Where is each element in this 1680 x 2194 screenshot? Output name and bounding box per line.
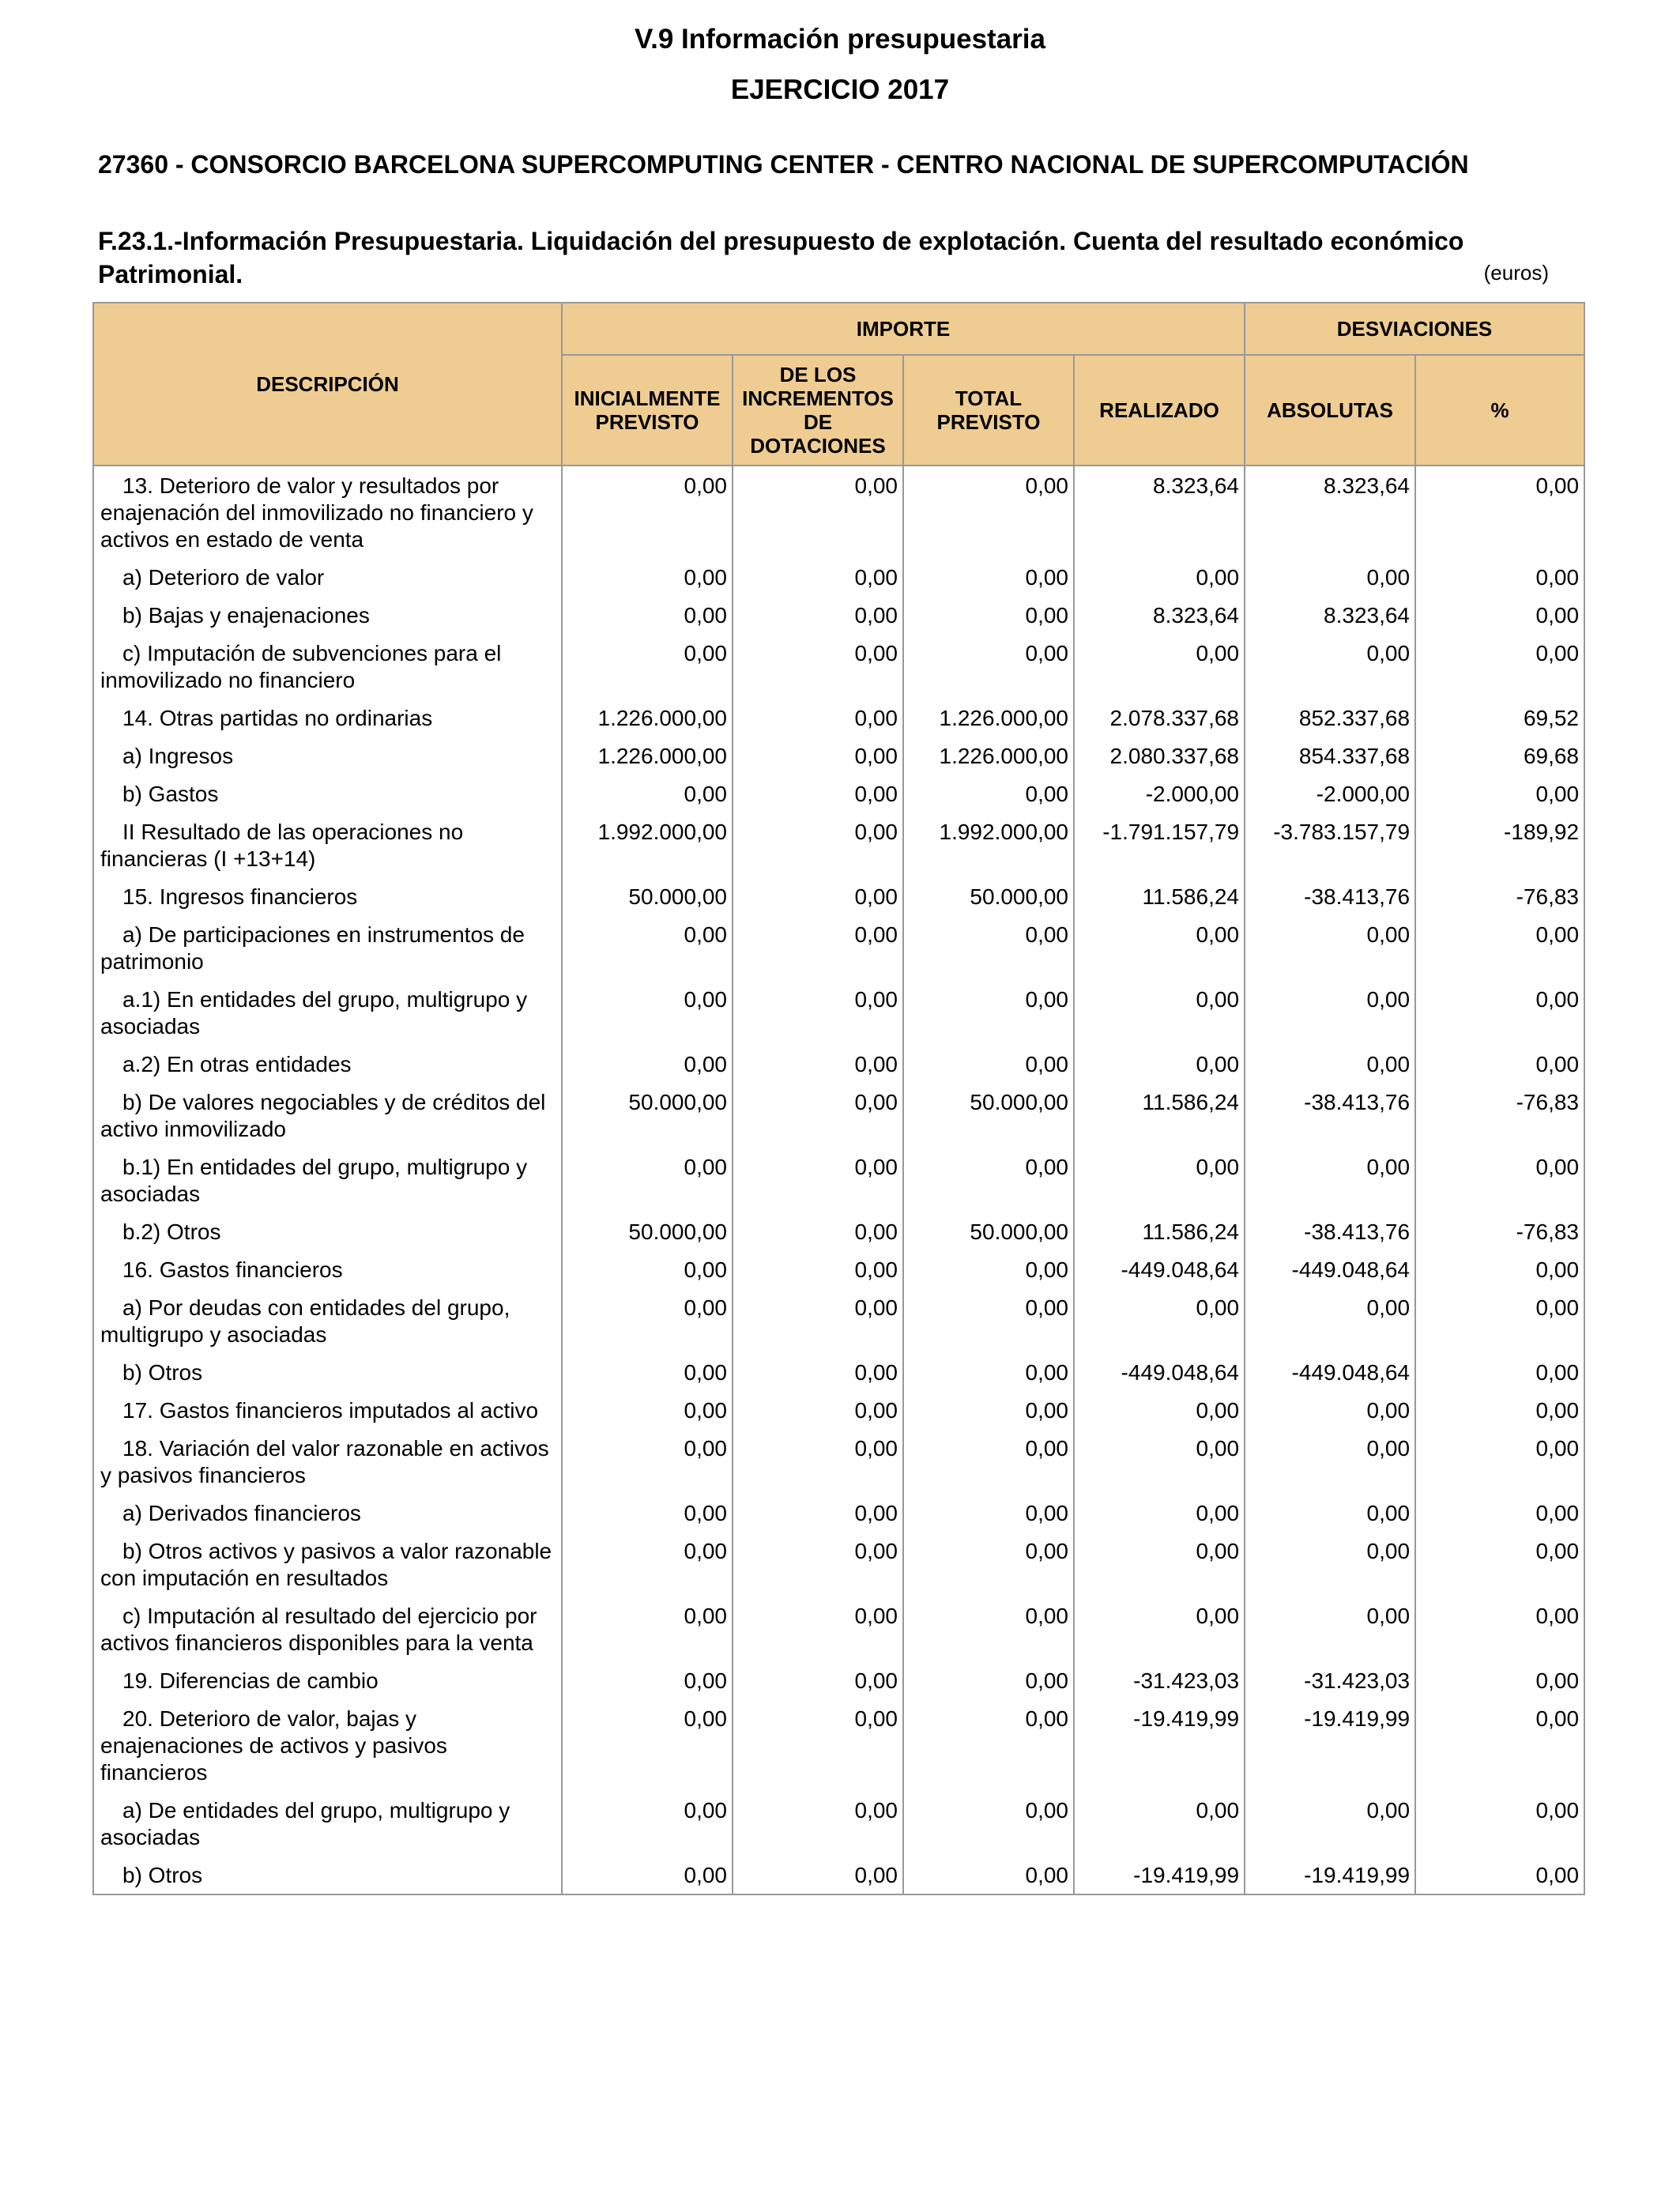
cell-realizado: 0,00 (1074, 1391, 1245, 1429)
cell-inicialmente-previsto: 0,00 (562, 1391, 733, 1429)
cell-realizado: -449.048,64 (1074, 1250, 1245, 1288)
cell-percent: 0,00 (1415, 596, 1584, 634)
row-description: II Resultado de las operaciones no financieras (I +13+14) (93, 812, 562, 877)
cell-percent: 0,00 (1415, 1250, 1584, 1288)
header-importe: IMPORTE (562, 303, 1245, 355)
cell-incrementos-dotaciones: 0,00 (733, 1212, 903, 1250)
table-row (93, 1148, 1584, 1212)
cell-absolutas: 0,00 (1245, 1791, 1415, 1856)
cell-inicialmente-previsto: 1.992.000,00 (562, 812, 733, 877)
cell-inicialmente-previsto: 0,00 (562, 775, 733, 812)
cell-inicialmente-previsto: 0,00 (562, 1596, 733, 1661)
table-row (93, 877, 1584, 915)
cell-realizado: -449.048,64 (1074, 1353, 1245, 1391)
cell-total-previsto: 0,00 (903, 1429, 1074, 1494)
cell-realizado: 11.586,24 (1074, 877, 1245, 915)
cell-absolutas: -449.048,64 (1245, 1353, 1415, 1391)
cell-absolutas: -449.048,64 (1245, 1250, 1415, 1288)
cell-inicialmente-previsto: 50.000,00 (562, 877, 733, 915)
cell-realizado: 0,00 (1074, 1429, 1245, 1494)
cell-percent: 69,68 (1415, 737, 1584, 775)
cell-total-previsto: 1.226.000,00 (903, 699, 1074, 737)
header-incrementos-dotaciones: DE LOS INCREMENTOS DE DOTACIONES (733, 355, 903, 466)
row-description: b) Otros (93, 1856, 562, 1894)
cell-total-previsto: 0,00 (903, 1045, 1074, 1083)
cell-incrementos-dotaciones: 0,00 (733, 1596, 903, 1661)
cell-realizado: 0,00 (1074, 1148, 1245, 1212)
cell-total-previsto: 0,00 (903, 1391, 1074, 1429)
cell-realizado: 0,00 (1074, 1532, 1245, 1596)
cell-percent: 0,00 (1415, 915, 1584, 980)
row-description: b) Otros (93, 1353, 562, 1391)
cell-absolutas: -38.413,76 (1245, 1212, 1415, 1250)
cell-percent: 69,52 (1415, 699, 1584, 737)
cell-percent: 0,00 (1415, 1045, 1584, 1083)
cell-realizado: 11.586,24 (1074, 1083, 1245, 1148)
cell-incrementos-dotaciones: 0,00 (733, 1288, 903, 1353)
cell-realizado: 0,00 (1074, 915, 1245, 980)
cell-total-previsto: 0,00 (903, 1353, 1074, 1391)
cell-incrementos-dotaciones: 0,00 (733, 596, 903, 634)
cell-percent: 0,00 (1415, 1429, 1584, 1494)
cell-total-previsto: 0,00 (903, 1661, 1074, 1699)
cell-total-previsto: 0,00 (903, 775, 1074, 812)
cell-inicialmente-previsto: 0,00 (562, 1250, 733, 1288)
cell-incrementos-dotaciones: 0,00 (733, 1699, 903, 1791)
cell-absolutas: -19.419,99 (1245, 1699, 1415, 1791)
row-description: c) Imputación de subvenciones para el inmovilizado no financiero (93, 634, 562, 699)
table-row (93, 1353, 1584, 1391)
table-row (93, 466, 1584, 558)
row-description: a.1) En entidades del grupo, multigrupo y asociadas (93, 980, 562, 1045)
cell-incrementos-dotaciones: 0,00 (733, 1791, 903, 1856)
cell-total-previsto: 0,00 (903, 915, 1074, 980)
cell-percent: 0,00 (1415, 1596, 1584, 1661)
cell-percent: -76,83 (1415, 877, 1584, 915)
cell-percent: -76,83 (1415, 1212, 1584, 1250)
table-row (93, 1532, 1584, 1596)
cell-absolutas: 0,00 (1245, 1596, 1415, 1661)
cell-realizado: -2.000,00 (1074, 775, 1245, 812)
cell-inicialmente-previsto: 50.000,00 (562, 1212, 733, 1250)
header-absolutas: ABSOLUTAS (1245, 355, 1415, 466)
cell-inicialmente-previsto: 0,00 (562, 1661, 733, 1699)
cell-inicialmente-previsto: 0,00 (562, 634, 733, 699)
cell-percent: 0,00 (1415, 558, 1584, 596)
cell-percent: 0,00 (1415, 1856, 1584, 1894)
cell-total-previsto: 0,00 (903, 1288, 1074, 1353)
cell-percent: 0,00 (1415, 1661, 1584, 1699)
cell-incrementos-dotaciones: 0,00 (733, 1494, 903, 1532)
header-descripcion: DESCRIPCIÓN (93, 303, 562, 466)
table-row (93, 1699, 1584, 1791)
cell-total-previsto: 0,00 (903, 634, 1074, 699)
table-row (93, 634, 1584, 699)
cell-absolutas: -38.413,76 (1245, 877, 1415, 915)
cell-total-previsto: 0,00 (903, 1596, 1074, 1661)
cell-percent: -76,83 (1415, 1083, 1584, 1148)
cell-realizado: 2.078.337,68 (1074, 699, 1245, 737)
cell-realizado: 0,00 (1074, 558, 1245, 596)
table-row (93, 1212, 1584, 1250)
table-row (93, 1083, 1584, 1148)
row-description: 13. Deterioro de valor y resultados por enajenación del inmovilizado no financiero y activos en estado de venta (93, 466, 562, 558)
cell-total-previsto: 50.000,00 (903, 877, 1074, 915)
row-description: b) Bajas y enajenaciones (93, 596, 562, 634)
cell-inicialmente-previsto: 0,00 (562, 1791, 733, 1856)
cell-inicialmente-previsto: 0,00 (562, 1494, 733, 1532)
cell-percent: -189,92 (1415, 812, 1584, 877)
cell-realizado: 0,00 (1074, 980, 1245, 1045)
cell-absolutas: 8.323,64 (1245, 596, 1415, 634)
cell-realizado: 8.323,64 (1074, 596, 1245, 634)
row-description: 20. Deterioro de valor, bajas y enajenaciones de activos y pasivos financieros (93, 1699, 562, 1791)
header-percent: % (1415, 355, 1584, 466)
cell-absolutas: -2.000,00 (1245, 775, 1415, 812)
cell-incrementos-dotaciones: 0,00 (733, 1429, 903, 1494)
report-title: F.23.1.-Información Presupuestaria. Liquidación del presupuesto de explotación. Cuenta del resultado económico Patrimonial. (98, 227, 1464, 288)
cell-inicialmente-previsto: 0,00 (562, 1699, 733, 1791)
cell-absolutas: 0,00 (1245, 1288, 1415, 1353)
cell-incrementos-dotaciones: 0,00 (733, 737, 903, 775)
header-inicialmente-previsto: INICIALMENTE PREVISTO (562, 355, 733, 466)
row-description: a) De participaciones en instrumentos de patrimonio (93, 915, 562, 980)
cell-realizado: -31.423,03 (1074, 1661, 1245, 1699)
cell-absolutas: 0,00 (1245, 1391, 1415, 1429)
cell-percent: 0,00 (1415, 1699, 1584, 1791)
cell-incrementos-dotaciones: 0,00 (733, 699, 903, 737)
cell-absolutas: 0,00 (1245, 1148, 1415, 1212)
cell-absolutas: -19.419,99 (1245, 1856, 1415, 1894)
cell-absolutas: -31.423,03 (1245, 1661, 1415, 1699)
cell-inicialmente-previsto: 0,00 (562, 1045, 733, 1083)
cell-realizado: -1.791.157,79 (1074, 812, 1245, 877)
cell-incrementos-dotaciones: 0,00 (733, 980, 903, 1045)
row-description: c) Imputación al resultado del ejercicio por activos financieros disponibles para la venta (93, 1596, 562, 1661)
row-description: a.2) En otras entidades (93, 1045, 562, 1083)
table-body (93, 466, 1584, 1894)
cell-incrementos-dotaciones: 0,00 (733, 1045, 903, 1083)
row-description: 15. Ingresos financieros (93, 877, 562, 915)
cell-inicialmente-previsto: 0,00 (562, 1856, 733, 1894)
units-label: (euros) (1483, 261, 1549, 285)
cell-inicialmente-previsto: 0,00 (562, 1532, 733, 1596)
cell-absolutas: -38.413,76 (1245, 1083, 1415, 1148)
table-row (93, 699, 1584, 737)
row-description: a) Ingresos (93, 737, 562, 775)
cell-incrementos-dotaciones: 0,00 (733, 1250, 903, 1288)
cell-incrementos-dotaciones: 0,00 (733, 812, 903, 877)
cell-total-previsto: 0,00 (903, 1791, 1074, 1856)
cell-total-previsto: 0,00 (903, 1532, 1074, 1596)
cell-incrementos-dotaciones: 0,00 (733, 558, 903, 596)
table-row (93, 1596, 1584, 1661)
row-description: a) Derivados financieros (93, 1494, 562, 1532)
cell-total-previsto: 0,00 (903, 1148, 1074, 1212)
table-row (93, 1661, 1584, 1699)
row-description: b.1) En entidades del grupo, multigrupo y asociadas (93, 1148, 562, 1212)
row-description: a) De entidades del grupo, multigrupo y asociadas (93, 1791, 562, 1856)
cell-inicialmente-previsto: 0,00 (562, 915, 733, 980)
row-description: b) Otros activos y pasivos a valor razonable con imputación en resultados (93, 1532, 562, 1596)
table-row (93, 558, 1584, 596)
cell-percent: 0,00 (1415, 466, 1584, 558)
cell-percent: 0,00 (1415, 1288, 1584, 1353)
table-row (93, 596, 1584, 634)
table-row (93, 980, 1584, 1045)
cell-percent: 0,00 (1415, 1791, 1584, 1856)
table-row (93, 1288, 1584, 1353)
row-description: b) De valores negociables y de créditos del activo inmovilizado (93, 1083, 562, 1148)
cell-absolutas: 0,00 (1245, 1429, 1415, 1494)
cell-absolutas: 0,00 (1245, 1532, 1415, 1596)
cell-inicialmente-previsto: 1.226.000,00 (562, 737, 733, 775)
cell-total-previsto: 1.226.000,00 (903, 737, 1074, 775)
cell-incrementos-dotaciones: 0,00 (733, 1856, 903, 1894)
cell-total-previsto: 50.000,00 (903, 1083, 1074, 1148)
cell-realizado: 0,00 (1074, 634, 1245, 699)
cell-percent: 0,00 (1415, 1391, 1584, 1429)
fiscal-year-heading: EJERCICIO 2017 (730, 74, 950, 105)
table-row (93, 1045, 1584, 1083)
cell-total-previsto: 0,00 (903, 596, 1074, 634)
row-description: 16. Gastos financieros (93, 1250, 562, 1288)
cell-percent: 0,00 (1415, 1532, 1584, 1596)
cell-realizado: 0,00 (1074, 1288, 1245, 1353)
cell-realizado: 8.323,64 (1074, 466, 1245, 558)
cell-absolutas: 854.337,68 (1245, 737, 1415, 775)
cell-inicialmente-previsto: 0,00 (562, 1288, 733, 1353)
cell-realizado: 0,00 (1074, 1596, 1245, 1661)
row-description: b) Gastos (93, 775, 562, 812)
cell-incrementos-dotaciones: 0,00 (733, 1391, 903, 1429)
table-row (93, 1856, 1584, 1894)
cell-absolutas: 0,00 (1245, 1045, 1415, 1083)
cell-incrementos-dotaciones: 0,00 (733, 915, 903, 980)
header-desviaciones: DESVIACIONES (1245, 303, 1584, 355)
cell-total-previsto: 0,00 (903, 1699, 1074, 1791)
table-row (93, 775, 1584, 812)
cell-realizado: 0,00 (1074, 1494, 1245, 1532)
cell-absolutas: 0,00 (1245, 1494, 1415, 1532)
cell-absolutas: -3.783.157,79 (1245, 812, 1415, 877)
cell-inicialmente-previsto: 0,00 (562, 1148, 733, 1212)
cell-incrementos-dotaciones: 0,00 (733, 877, 903, 915)
budget-table (92, 302, 1585, 1895)
cell-realizado: -19.419,99 (1074, 1856, 1245, 1894)
cell-total-previsto: 0,00 (903, 980, 1074, 1045)
cell-incrementos-dotaciones: 0,00 (733, 775, 903, 812)
header-total-previsto: TOTAL PREVISTO (903, 355, 1074, 466)
cell-percent: 0,00 (1415, 634, 1584, 699)
cell-inicialmente-previsto: 0,00 (562, 596, 733, 634)
cell-absolutas: 852.337,68 (1245, 699, 1415, 737)
cell-incrementos-dotaciones: 0,00 (733, 1532, 903, 1596)
cell-realizado: 2.080.337,68 (1074, 737, 1245, 775)
row-description: 14. Otras partidas no ordinarias (93, 699, 562, 737)
cell-inicialmente-previsto: 0,00 (562, 466, 733, 558)
table-row (93, 915, 1584, 980)
row-description: b.2) Otros (93, 1212, 562, 1250)
cell-realizado: 11.586,24 (1074, 1212, 1245, 1250)
cell-inicialmente-previsto: 0,00 (562, 1353, 733, 1391)
cell-absolutas: 0,00 (1245, 980, 1415, 1045)
table-row (93, 1250, 1584, 1288)
cell-realizado: -19.419,99 (1074, 1699, 1245, 1791)
row-description: 17. Gastos financieros imputados al activo (93, 1391, 562, 1429)
cell-absolutas: 8.323,64 (1245, 466, 1415, 558)
cell-incrementos-dotaciones: 0,00 (733, 1353, 903, 1391)
cell-incrementos-dotaciones: 0,00 (733, 466, 903, 558)
cell-absolutas: 0,00 (1245, 915, 1415, 980)
cell-total-previsto: 50.000,00 (903, 1212, 1074, 1250)
cell-inicialmente-previsto: 50.000,00 (562, 1083, 733, 1148)
header-realizado: REALIZADO (1074, 355, 1245, 466)
cell-percent: 0,00 (1415, 980, 1584, 1045)
table-row (93, 812, 1584, 877)
cell-percent: 0,00 (1415, 1494, 1584, 1532)
cell-total-previsto: 0,00 (903, 1250, 1074, 1288)
cell-total-previsto: 0,00 (903, 1856, 1074, 1894)
cell-percent: 0,00 (1415, 775, 1584, 812)
cell-incrementos-dotaciones: 0,00 (733, 634, 903, 699)
cell-incrementos-dotaciones: 0,00 (733, 1661, 903, 1699)
table-row (93, 1791, 1584, 1856)
row-description: a) Deterioro de valor (93, 558, 562, 596)
row-description: a) Por deudas con entidades del grupo, multigrupo y asociadas (93, 1288, 562, 1353)
cell-inicialmente-previsto: 1.226.000,00 (562, 699, 733, 737)
table-row (93, 737, 1584, 775)
table-row (93, 1391, 1584, 1429)
cell-incrementos-dotaciones: 0,00 (733, 1083, 903, 1148)
cell-total-previsto: 0,00 (903, 1494, 1074, 1532)
cell-percent: 0,00 (1415, 1353, 1584, 1391)
cell-absolutas: 0,00 (1245, 558, 1415, 596)
page-title: V.9 Información presupuestaria (635, 24, 1045, 55)
cell-incrementos-dotaciones: 0,00 (733, 1148, 903, 1212)
table-row (93, 1429, 1584, 1494)
cell-total-previsto: 0,00 (903, 466, 1074, 558)
cell-realizado: 0,00 (1074, 1045, 1245, 1083)
cell-inicialmente-previsto: 0,00 (562, 980, 733, 1045)
row-description: 19. Diferencias de cambio (93, 1661, 562, 1699)
cell-total-previsto: 0,00 (903, 558, 1074, 596)
entity-name: 27360 - CONSORCIO BARCELONA SUPERCOMPUTING CENTER - CENTRO NACIONAL DE SUPERCOMPUTACIÓN (98, 150, 1469, 179)
cell-percent: 0,00 (1415, 1148, 1584, 1212)
row-description: 18. Variación del valor razonable en activos y pasivos financieros (93, 1429, 562, 1494)
cell-absolutas: 0,00 (1245, 634, 1415, 699)
cell-inicialmente-previsto: 0,00 (562, 1429, 733, 1494)
cell-inicialmente-previsto: 0,00 (562, 558, 733, 596)
cell-realizado: 0,00 (1074, 1791, 1245, 1856)
cell-total-previsto: 1.992.000,00 (903, 812, 1074, 877)
table-row (93, 1494, 1584, 1532)
